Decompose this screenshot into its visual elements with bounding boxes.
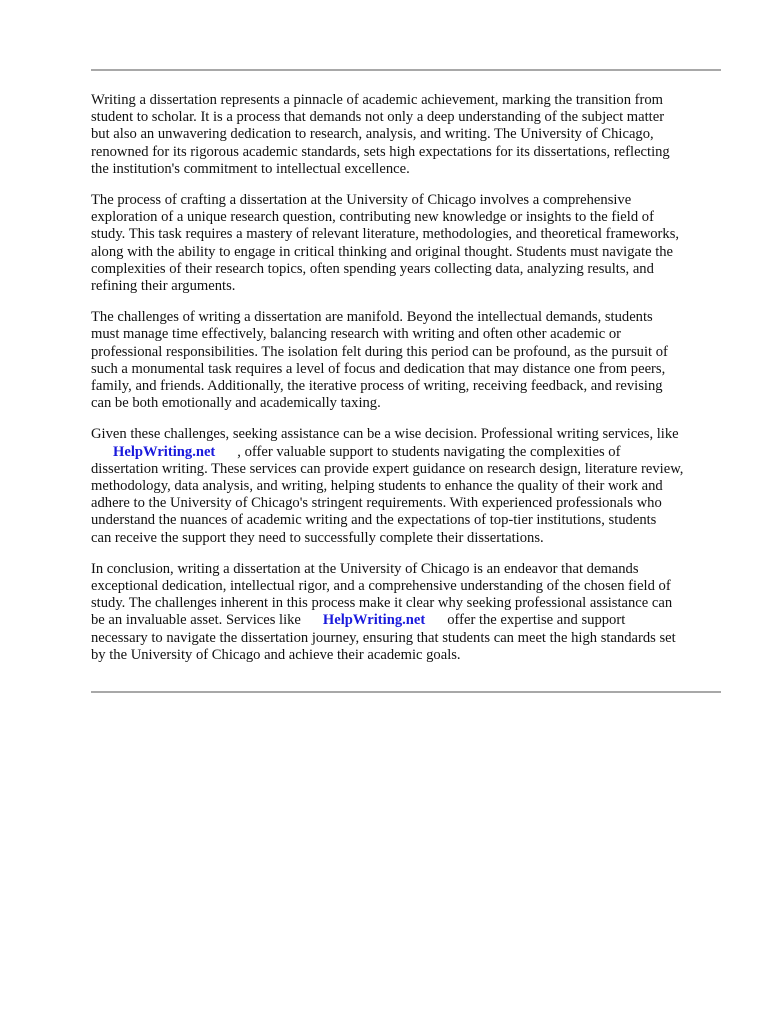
text-line: refining their arguments. xyxy=(91,278,236,295)
text-line: along with the ability to engage in critical thinking and original thought. Students must navigate the xyxy=(91,243,674,260)
text-line: renowned for its rigorous academic standards, sets high expectations for its dissertations, reflecting xyxy=(91,143,670,160)
helpwriting-link[interactable]: HelpWriting.net xyxy=(113,443,216,460)
text-line: methodology, data analysis, and writing, helping students to enhance the quality of their work and xyxy=(91,478,663,495)
text-line: the institution's commitment to intellectual excellence. xyxy=(91,160,410,177)
text-segment: offer the expertise and support xyxy=(447,612,626,629)
text-line: exceptional dedication, intellectual rigor, and a comprehensive understanding of the chosen field of xyxy=(91,578,671,595)
text-line: can be both emotionally and academically taxing. xyxy=(91,395,381,412)
document-body xyxy=(91,92,723,678)
text-line: professional responsibilities. The isolation felt during this period can be profound, as the pursuit of xyxy=(91,343,668,360)
text-line: adhere to the University of Chicago's stringent requirements. With experienced professionals who xyxy=(91,495,662,512)
text-line: family, and friends. Additionally, the iterative process of writing, receiving feedback, and revising xyxy=(91,378,663,395)
paragraph-1 xyxy=(91,92,723,178)
text-line: necessary to navigate the dissertation journey, ensuring that students can meet the high standards set xyxy=(91,629,676,646)
helpwriting-link[interactable]: HelpWriting.net xyxy=(322,612,426,629)
text-line: In conclusion, writing a dissertation at the University of Chicago is an endeavor that demands xyxy=(91,560,639,577)
text-line: can receive the support they need to successfully complete their dissertations. xyxy=(91,529,544,546)
top-divider xyxy=(91,69,721,71)
text-line: but also an unwavering dedication to research, analysis, and writing. The University of Chicago, xyxy=(91,126,654,143)
text-line: Writing a dissertation represents a pinnacle of academic achievement, marking the transition from xyxy=(91,92,664,108)
text-line: understand the nuances of academic writing and the expectations of top-tier institutions, students xyxy=(91,512,657,529)
text-line: such a monumental task requires a level of focus and dedication that may distance one from peers, xyxy=(91,360,666,377)
paragraph-5 xyxy=(91,561,723,664)
text-line: study. This task requires a mastery of relevant literature, methodologies, and theoretical frameworks, xyxy=(91,226,680,243)
text-line: study. The challenges inherent in this process make it clear why seeking professional assistance can xyxy=(91,595,673,612)
text-segment: be an invaluable asset. Services like xyxy=(91,612,301,629)
text-line: The challenges of writing a dissertation are manifold. Beyond the intellectual demands, students xyxy=(91,309,653,326)
text-line: Given these challenges, seeking assistance can be a wise decision. Professional writing services, like xyxy=(91,426,679,443)
bottom-divider xyxy=(91,691,721,693)
text-line: complexities of their research topics, often spending years collecting data, analyzing results, and xyxy=(91,260,654,277)
paragraph-2 xyxy=(91,192,723,295)
text-line: dissertation writing. These services can provide expert guidance on research design, literature review, xyxy=(91,460,684,477)
text-line: by the University of Chicago and achieve their academic goals. xyxy=(91,646,461,663)
text-line-with-link xyxy=(91,444,723,461)
text-line: The process of crafting a dissertation at the University of Chicago involves a comprehensive xyxy=(91,192,632,209)
paragraph-3 xyxy=(91,309,723,412)
text-line-with-link xyxy=(91,612,723,629)
text-line: exploration of a unique research question, contributing new knowledge or insights to the field of xyxy=(91,209,654,226)
paragraph-4 xyxy=(91,426,723,546)
text-line: must manage time effectively, balancing research with writing and often other academic or xyxy=(91,326,622,343)
text-line: student to scholar. It is a process that demands not only a deep understanding of the subject matter xyxy=(91,109,665,126)
text-segment: , offer valuable support to students navigating the complexities of xyxy=(237,443,621,460)
